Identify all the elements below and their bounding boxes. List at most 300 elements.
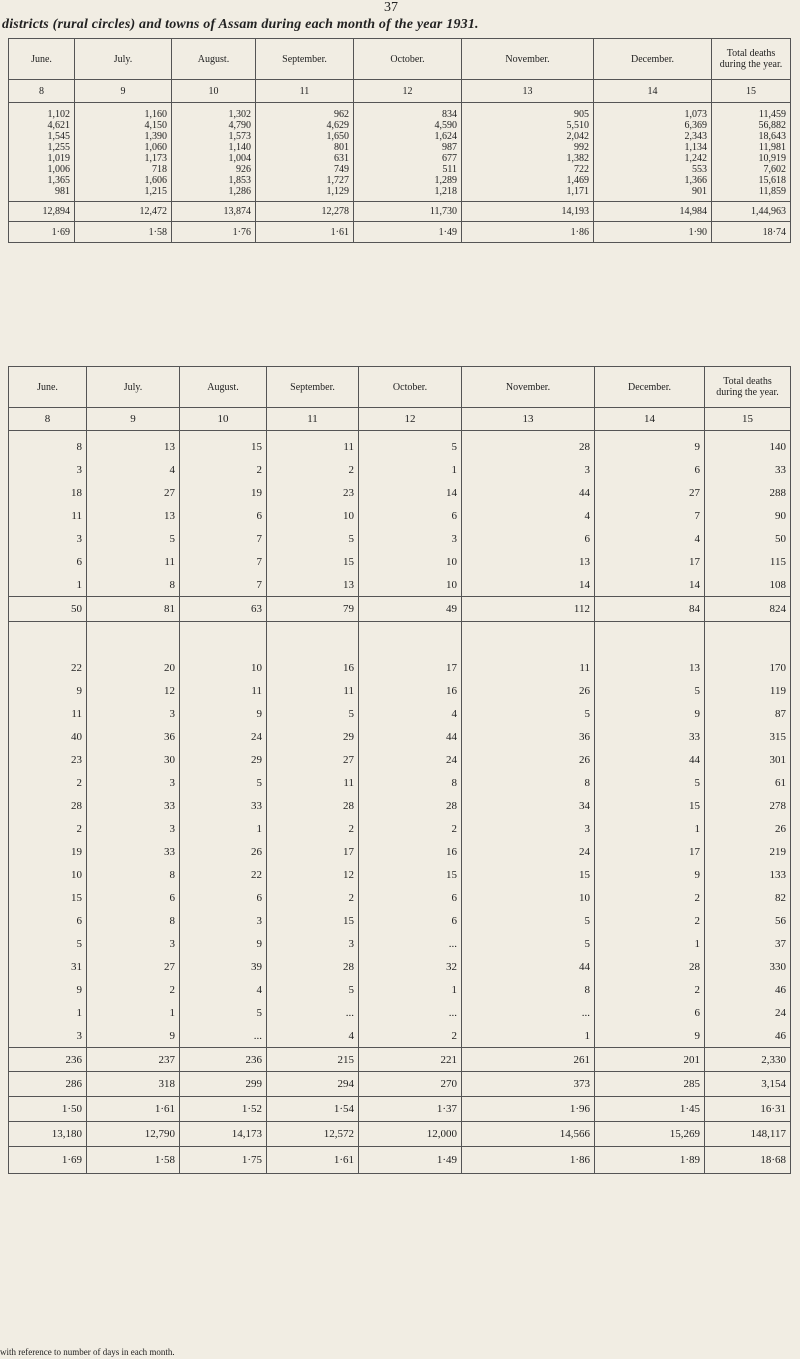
table-cell: 15 [180, 435, 267, 458]
table-cell: 14 [462, 573, 595, 597]
column-number: 9 [75, 80, 172, 103]
table-cell: 1,286 [172, 186, 256, 197]
table-cell: 318 [87, 1072, 180, 1097]
table-cell: 5 [267, 702, 359, 725]
table-cell: 1·58 [87, 1147, 180, 1174]
table-header-row [9, 367, 791, 408]
table-cell: 3 [9, 527, 87, 550]
table-cell: 40 [9, 725, 87, 748]
ratio-row [9, 1097, 791, 1122]
column-number: 8 [9, 408, 87, 431]
table-cell: 12 [87, 679, 180, 702]
table-cell: 8 [462, 978, 595, 1001]
town-deaths-table [8, 366, 791, 1174]
table-cell: 1,606 [75, 175, 172, 186]
table-cell: 27 [595, 481, 705, 504]
table-cell: 1·50 [9, 1097, 87, 1122]
table-cell: 4 [462, 504, 595, 527]
table-cell: 50 [9, 597, 87, 622]
table-cell: 1,004 [172, 153, 256, 164]
ratio-row [9, 1147, 791, 1174]
table-cell: 3 [9, 458, 87, 481]
table-cell: 13 [595, 656, 705, 679]
table-cell: 46 [705, 1024, 791, 1048]
table-cell: 5 [9, 932, 87, 955]
table-cell: 261 [462, 1048, 595, 1072]
table-cell: 3 [267, 932, 359, 955]
table-cell: 12,894 [9, 202, 75, 222]
table-cell: 2 [267, 458, 359, 481]
table-cell: 11 [267, 771, 359, 794]
table-cell: 16·31 [705, 1097, 791, 1122]
table-row [9, 794, 791, 817]
table-cell: 4 [359, 702, 462, 725]
table-cell: 11 [9, 504, 87, 527]
table-cell: 8 [87, 863, 180, 886]
table-cell: 4,150 [75, 120, 172, 131]
table-cell: 9 [87, 1024, 180, 1048]
table-cell: 285 [595, 1072, 705, 1097]
table-cell: 12,572 [267, 1122, 359, 1147]
table-cell: 87 [705, 702, 791, 725]
table-cell: 33 [180, 794, 267, 817]
table-cell: 1·37 [359, 1097, 462, 1122]
table-row [9, 932, 791, 955]
table-cell: 1,390 [75, 131, 172, 142]
table-cell: 5 [462, 909, 595, 932]
table-cell: 10 [267, 504, 359, 527]
table-cell: 6 [462, 527, 595, 550]
table-cell: 4 [267, 1024, 359, 1048]
column-header: December. [595, 367, 705, 408]
table-cell: 237 [87, 1048, 180, 1072]
table-cell: 26 [180, 840, 267, 863]
table-cell: 7 [595, 504, 705, 527]
table-cell: 13 [87, 504, 180, 527]
table-cell: 6 [595, 458, 705, 481]
table-cell: 82 [705, 886, 791, 909]
table-cell: 4 [595, 527, 705, 550]
table-cell: 14 [595, 573, 705, 597]
table-cell: 8 [87, 573, 180, 597]
table-cell: 1 [359, 978, 462, 1001]
table-cell: 27 [267, 748, 359, 771]
column-number: 12 [359, 408, 462, 431]
table-cell: 1·96 [462, 1097, 595, 1122]
table-cell: 13,180 [9, 1122, 87, 1147]
table-cell: 24 [359, 748, 462, 771]
table-cell: 221 [359, 1048, 462, 1072]
table-cell: 981 [9, 186, 75, 197]
table-cell: 11 [267, 679, 359, 702]
table-cell: 299 [180, 1072, 267, 1097]
table-cell: 9 [9, 679, 87, 702]
table-row [9, 550, 791, 573]
table-cell: 18 [9, 481, 87, 504]
table-cell: 1,44,963 [712, 202, 791, 222]
table-cell: 2,343 [594, 131, 712, 142]
table-cell: 13 [87, 435, 180, 458]
table-cell: 27 [87, 955, 180, 978]
table-row [9, 175, 791, 186]
ratio-row [9, 222, 791, 243]
table-row [9, 504, 791, 527]
table-cell: 5 [267, 978, 359, 1001]
table-row [9, 955, 791, 978]
column-number: 9 [87, 408, 180, 431]
spacer-row [9, 622, 791, 657]
table-cell: 3 [87, 932, 180, 955]
table-cell: 12,000 [359, 1122, 462, 1147]
column-header: Total deaths during the year. [712, 39, 791, 80]
table-row [9, 109, 791, 120]
column-header: August. [172, 39, 256, 80]
table-cell: 236 [9, 1048, 87, 1072]
table-row [9, 142, 791, 153]
table-cell: 1 [9, 573, 87, 597]
table-cell: 6 [359, 886, 462, 909]
table-cell: 11,459 [712, 109, 791, 120]
table-cell: 11 [87, 550, 180, 573]
table-cell: 1,134 [594, 142, 712, 153]
table-cell: 12,472 [75, 202, 172, 222]
table-cell: 3 [87, 817, 180, 840]
table-cell: 11,859 [712, 186, 791, 197]
table-cell: 1·69 [9, 222, 75, 243]
table-cell: 1 [180, 817, 267, 840]
table-cell: 3 [462, 817, 595, 840]
column-number: 14 [595, 408, 705, 431]
table-cell: 962 [256, 109, 354, 120]
table-row [9, 679, 791, 702]
table-cell: 31 [9, 955, 87, 978]
table-cell: 15 [267, 909, 359, 932]
table-cell: 148,117 [705, 1122, 791, 1147]
table-row [9, 1024, 791, 1048]
table-cell: 9 [595, 435, 705, 458]
table-cell: 1,289 [354, 175, 462, 186]
table-cell: 2,042 [462, 131, 594, 142]
table-cell: 2 [180, 458, 267, 481]
table-cell: 5 [180, 1001, 267, 1024]
table-cell: ... [462, 1001, 595, 1024]
table-cell: 7 [180, 527, 267, 550]
table-cell: 14,566 [462, 1122, 595, 1147]
table-cell: 4,790 [172, 120, 256, 131]
table-cell: 1,160 [75, 109, 172, 120]
table-cell: 10 [462, 886, 595, 909]
table-cell: 301 [705, 748, 791, 771]
table-cell: 1,853 [172, 175, 256, 186]
table-cell: 1,727 [256, 175, 354, 186]
table-cell: 1·45 [595, 1097, 705, 1122]
table-cell: 5 [359, 435, 462, 458]
table-cell: 28 [267, 955, 359, 978]
table-cell: 722 [462, 164, 594, 175]
table-cell: 9 [595, 702, 705, 725]
table-cell: 10 [359, 550, 462, 573]
table-cell: 61 [705, 771, 791, 794]
table-cell: 108 [705, 573, 791, 597]
rural-deaths-table [8, 38, 791, 243]
table-cell: 11 [267, 435, 359, 458]
table-cell: 79 [267, 597, 359, 622]
table-cell: 4,621 [9, 120, 75, 131]
table-cell: 2 [9, 771, 87, 794]
table-row [9, 458, 791, 481]
column-number: 12 [354, 80, 462, 103]
table-cell: 18,643 [712, 131, 791, 142]
table-row [9, 120, 791, 131]
table-cell: ... [180, 1024, 267, 1048]
table-cell: 3 [180, 909, 267, 932]
table-cell: 631 [256, 153, 354, 164]
table-cell: 3 [87, 771, 180, 794]
column-number: 15 [705, 408, 791, 431]
table-cell: 1,365 [9, 175, 75, 186]
table-cell: 1,171 [462, 186, 594, 197]
table-cell: 236 [180, 1048, 267, 1072]
total-row [9, 202, 791, 222]
table-cell: 270 [359, 1072, 462, 1097]
table-row [9, 153, 791, 164]
footnote: with reference to number of days in each month. [0, 1347, 175, 1357]
table-cell: 286 [9, 1072, 87, 1097]
table-cell: 33 [705, 458, 791, 481]
table-cell: 29 [267, 725, 359, 748]
table-cell: 1·86 [462, 1147, 595, 1174]
table-cell: 1·89 [595, 1147, 705, 1174]
table-cell: 1,060 [75, 142, 172, 153]
table-cell: 10 [359, 573, 462, 597]
table-cell: 3 [9, 1024, 87, 1048]
table-cell: 22 [9, 656, 87, 679]
table-cell: 1·76 [172, 222, 256, 243]
table-cell: 2 [595, 978, 705, 1001]
table-cell: 294 [267, 1072, 359, 1097]
table-cell: 81 [87, 597, 180, 622]
table-cell: 13 [462, 550, 595, 573]
table-cell: 1,073 [594, 109, 712, 120]
table-cell: 2 [9, 817, 87, 840]
column-number: 8 [9, 80, 75, 103]
table-cell: 1·49 [354, 222, 462, 243]
table-cell: 11,730 [354, 202, 462, 222]
table-cell: 133 [705, 863, 791, 886]
table-cell: 26 [705, 817, 791, 840]
table-cell: 15 [267, 550, 359, 573]
column-header: November. [462, 367, 595, 408]
table-row [9, 164, 791, 175]
table-row [9, 481, 791, 504]
table-cell: 16 [267, 656, 359, 679]
table-cell: 20 [87, 656, 180, 679]
table-cell: 18·74 [712, 222, 791, 243]
table-cell: 27 [87, 481, 180, 504]
table-cell: 14,984 [594, 202, 712, 222]
table-cell: 834 [354, 109, 462, 120]
table-cell: 170 [705, 656, 791, 679]
table-cell: 17 [595, 550, 705, 573]
table-cell: 677 [354, 153, 462, 164]
table-cell: 15,618 [712, 175, 791, 186]
table-cell: 901 [594, 186, 712, 197]
table-cell: 1,382 [462, 153, 594, 164]
table-cell: 3 [462, 458, 595, 481]
table-cell: 7 [180, 573, 267, 597]
column-number: 11 [256, 80, 354, 103]
table-cell: 13 [267, 573, 359, 597]
table-cell: 5 [462, 932, 595, 955]
table-cell: 1 [595, 817, 705, 840]
table-cell: 6 [595, 1001, 705, 1024]
table-row [9, 527, 791, 550]
table-cell: 4,629 [256, 120, 354, 131]
table-cell: 17 [595, 840, 705, 863]
total-row [9, 1122, 791, 1147]
table-cell: 16 [359, 679, 462, 702]
table-cell: ... [359, 932, 462, 955]
table-cell: 29 [180, 748, 267, 771]
table-cell: 24 [705, 1001, 791, 1024]
column-header: October. [359, 367, 462, 408]
table-cell: 11 [9, 702, 87, 725]
table-cell: 56 [705, 909, 791, 932]
table-cell: 4,590 [354, 120, 462, 131]
table-cell: 1,140 [172, 142, 256, 153]
column-number: 13 [462, 80, 594, 103]
table-cell: 33 [87, 794, 180, 817]
table-cell: 992 [462, 142, 594, 153]
table-cell: 9 [9, 978, 87, 1001]
table-cell: 288 [705, 481, 791, 504]
table-cell: 36 [87, 725, 180, 748]
table-cell: 8 [359, 771, 462, 794]
table-cell: 33 [87, 840, 180, 863]
table-cell: 44 [462, 481, 595, 504]
table-cell: 10 [9, 863, 87, 886]
table-cell: 1·90 [594, 222, 712, 243]
column-number: 11 [267, 408, 359, 431]
table-cell: 2 [595, 886, 705, 909]
table-cell: 1·54 [267, 1097, 359, 1122]
table-cell: 5 [595, 771, 705, 794]
table-cell: 4 [87, 458, 180, 481]
total-row [9, 1048, 791, 1072]
table-cell: 140 [705, 435, 791, 458]
column-header: October. [354, 39, 462, 80]
table-cell: 1·61 [267, 1147, 359, 1174]
table-cell: 119 [705, 679, 791, 702]
table-cell: 14 [359, 481, 462, 504]
table-cell: 511 [354, 164, 462, 175]
column-number: 13 [462, 408, 595, 431]
table-cell: 9 [180, 932, 267, 955]
table-cell: 24 [462, 840, 595, 863]
table-row [9, 748, 791, 771]
table-cell: 1,102 [9, 109, 75, 120]
table-cell: 1,218 [354, 186, 462, 197]
table-cell: 6 [87, 886, 180, 909]
column-header: July. [75, 39, 172, 80]
table-cell: 718 [75, 164, 172, 175]
column-number: 15 [712, 80, 791, 103]
table-cell: 24 [180, 725, 267, 748]
table-cell: 12,278 [256, 202, 354, 222]
table-cell: 19 [180, 481, 267, 504]
column-number-row [9, 80, 791, 103]
table-cell: 32 [359, 955, 462, 978]
table-cell: 33 [595, 725, 705, 748]
table-cell: 9 [595, 1024, 705, 1048]
table-row [9, 186, 791, 197]
table-cell: 15 [359, 863, 462, 886]
table-cell: 8 [87, 909, 180, 932]
table-cell: 1,173 [75, 153, 172, 164]
table-cell: 28 [359, 794, 462, 817]
table-cell: 1 [9, 1001, 87, 1024]
column-number: 10 [172, 80, 256, 103]
table-cell: 30 [87, 748, 180, 771]
table-cell: 18·68 [705, 1147, 791, 1174]
table-cell: 15 [595, 794, 705, 817]
table-cell: 1,650 [256, 131, 354, 142]
table-cell: 1,006 [9, 164, 75, 175]
table-cell: 6 [359, 504, 462, 527]
table-cell: 15,269 [595, 1122, 705, 1147]
table-cell: 5 [180, 771, 267, 794]
table-cell: 6 [180, 504, 267, 527]
table-header-row [9, 39, 791, 80]
table-cell: 15 [462, 863, 595, 886]
table-cell: 1·61 [256, 222, 354, 243]
table-cell: 22 [180, 863, 267, 886]
table-cell: 10,919 [712, 153, 791, 164]
table-cell: 13,874 [172, 202, 256, 222]
table-cell: 8 [462, 771, 595, 794]
table-cell: 8 [9, 435, 87, 458]
page-number: 37 [384, 0, 398, 15]
table-cell: 44 [595, 748, 705, 771]
table-row [9, 909, 791, 932]
table-cell: 49 [359, 597, 462, 622]
table-row [9, 131, 791, 142]
table-row [9, 840, 791, 863]
table-cell: 90 [705, 504, 791, 527]
table-cell: 44 [462, 955, 595, 978]
table-cell: 1 [595, 932, 705, 955]
table-cell: 3,154 [705, 1072, 791, 1097]
table-cell: 2 [267, 886, 359, 909]
table-row [9, 863, 791, 886]
table-cell: 6 [359, 909, 462, 932]
table-cell: 219 [705, 840, 791, 863]
column-header: Total deaths during the year. [705, 367, 791, 408]
table-cell: 5 [87, 527, 180, 550]
table-cell: ... [267, 1001, 359, 1024]
table-cell: 115 [705, 550, 791, 573]
table-cell: 5 [595, 679, 705, 702]
table-cell: 2 [595, 909, 705, 932]
column-header: September. [256, 39, 354, 80]
table-cell: 1·61 [87, 1097, 180, 1122]
table-cell: 1,545 [9, 131, 75, 142]
table-cell: 14,193 [462, 202, 594, 222]
table-cell: 987 [354, 142, 462, 153]
table-cell: 11,981 [712, 142, 791, 153]
table-cell: 28 [462, 435, 595, 458]
table-cell: 1 [359, 458, 462, 481]
